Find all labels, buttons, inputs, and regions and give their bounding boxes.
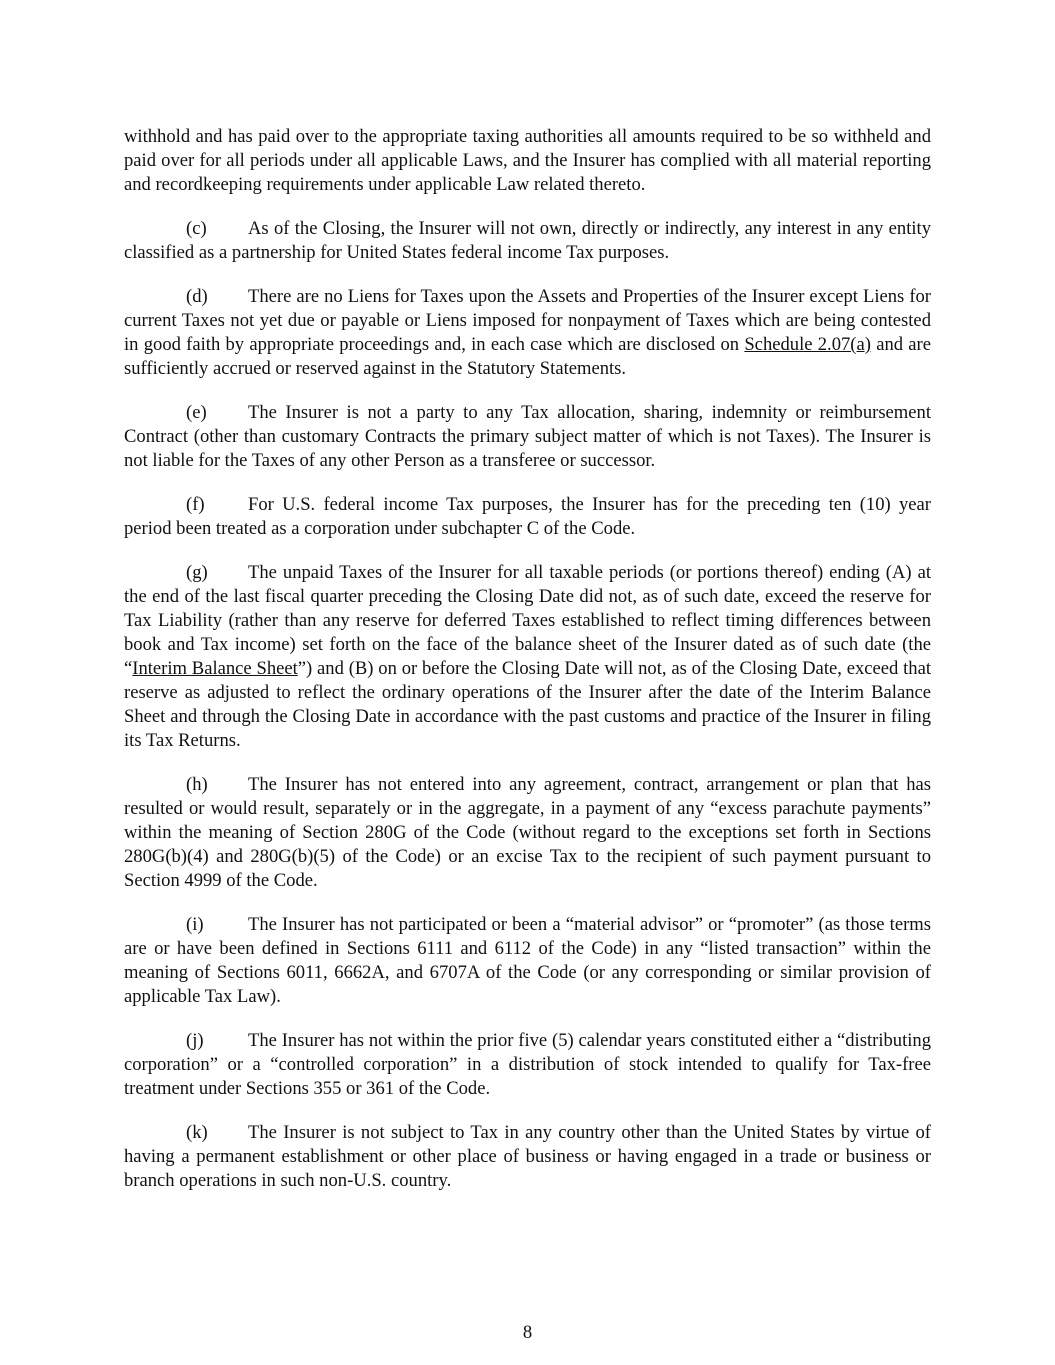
paragraph-e-label: (e) — [186, 402, 207, 423]
paragraph-g-text-before: The unpaid Taxes of the Insurer for all taxable periods (or portions thereof) ending (A) at the end of the last fiscal quarter preceding the Closing Date did not, as of such date, exceed the reserve for Tax Liability (rather than any reserve for deferred Taxes established to reflect timing differences between book and Tax income) set forth on the face of the balance sheet of the Insurer dated as of such date (the “ — [124, 562, 931, 679]
paragraph-j-text: The Insurer has not within the prior five (5) calendar years constituted either a “distributing corporation” or a “controlled corporation” in a distribution of stock intended to qualify for Tax-free treatment under Sections 355 or 361 of the Code. — [124, 1030, 931, 1099]
paragraph-h — [124, 773, 931, 893]
paragraph-d — [124, 285, 931, 381]
paragraph-g — [124, 561, 931, 753]
paragraph-g-text-after: ”) and (B) on or before the Closing Date will not, as of the Closing Date, exceed that reserve as adjusted to reflect the ordinary operations of the Insurer after the date of the Interim Balance Sheet and through the Closing Date in accordance with the past customs and practice of the Insurer in filing its Tax Returns. — [124, 658, 931, 751]
page-number: 8 — [522, 1322, 533, 1343]
paragraph-intro — [124, 125, 931, 197]
paragraph-i — [124, 913, 931, 1009]
paragraph-c-label: (c) — [186, 218, 207, 239]
paragraph-j — [124, 1029, 931, 1101]
paragraph-h-text: The Insurer has not entered into any agreement, contract, arrangement or plan that has resulted or would result, separately or in the aggregate, in a payment of any “excess parachute payments” within the meaning of Section 280G of the Code (without regard to the exceptions set forth in Sections 280G(b)(4) and 280G(b)(5) of the Code) or an excise Tax to the recipient of such payment pursuant to Section 4999 of the Code. — [124, 774, 931, 891]
paragraph-k — [124, 1121, 931, 1193]
paragraph-d-label: (d) — [186, 286, 208, 307]
paragraph-f-text: For U.S. federal income Tax purposes, the Insurer has for the preceding ten (10) year period been treated as a corporation under subchapter C of the Code. — [124, 494, 931, 539]
schedule-link[interactable]: Schedule 2.07(a) — [744, 334, 871, 355]
paragraph-k-text: The Insurer is not subject to Tax in any country other than the United States by virtue of having a permanent establishment or other place of business or having engaged in a trade or business or branch operations in such non-U.S. country. — [124, 1122, 931, 1191]
paragraph-k-label: (k) — [186, 1122, 208, 1143]
paragraph-c-text: As of the Closing, the Insurer will not own, directly or indirectly, any interest in any entity classified as a partnership for United States federal income Tax purposes. — [124, 218, 931, 263]
paragraph-i-label: (i) — [186, 914, 204, 935]
paragraph-g-label: (g) — [186, 562, 208, 583]
paragraph-e-text: The Insurer is not a party to any Tax allocation, sharing, indemnity or reimbursement Contract (other than customary Contracts the primary subject matter of which is not Taxes). The Insurer is not liable for the Taxes of any other Person as a transferee or successor. — [124, 402, 931, 471]
paragraph-j-label: (j) — [186, 1030, 204, 1051]
paragraph-e — [124, 401, 931, 473]
paragraph-i-text: The Insurer has not participated or been a “material advisor” or “promoter” (as those terms are or have been defined in Sections 6111 and 6112 of the Code) in any “listed transaction” within the meaning of Sections 6011, 6662A, and 6707A of the Code (or any corresponding or similar provision of applicable Tax Law). — [124, 914, 931, 1007]
paragraph-f — [124, 493, 931, 541]
paragraph-c — [124, 217, 931, 265]
paragraph-f-label: (f) — [186, 494, 205, 515]
paragraph-d-text-before: There are no Liens for Taxes upon the Assets and Properties of the Insurer except Liens for current Taxes not yet due or payable or Liens imposed for nonpayment of Taxes which are being contested in good faith by appropriate proceedings and, in each case which are disclosed on — [124, 286, 931, 355]
paragraph-intro-text: withhold and has paid over to the appropriate taxing authorities all amounts required to be so withheld and paid over for all periods under all applicable Laws, and the Insurer has complied with all material reporting and recordkeeping requirements under applicable Law related thereto. — [124, 126, 931, 195]
paragraph-h-label: (h) — [186, 774, 208, 795]
defined-term-interim-balance-sheet: Interim Balance Sheet — [132, 658, 298, 679]
document-body — [124, 125, 931, 1213]
paragraph-d-text-after: and are sufficiently accrued or reserved against in the Statutory Statements. — [124, 334, 931, 379]
